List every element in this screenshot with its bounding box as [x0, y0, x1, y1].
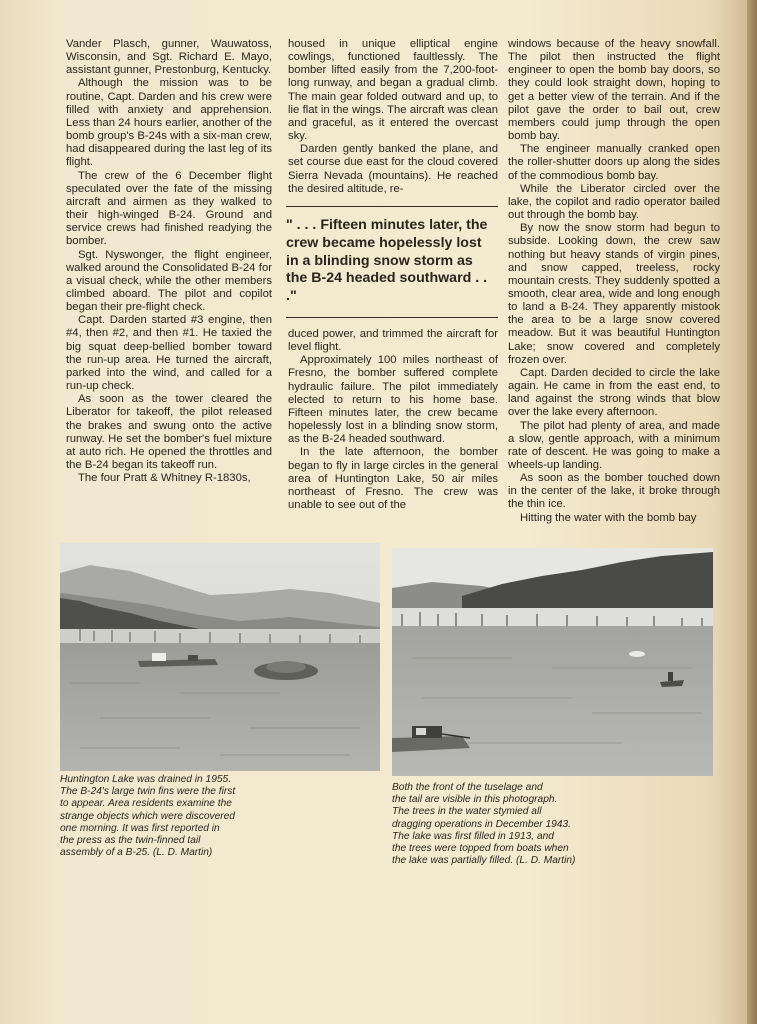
paragraph: In the late afternoon, the bomber began to fly in large circles in the general area of Huntington Lake, 50 air miles northeast of Fresno. The crew was unable to see out of the — [288, 446, 498, 512]
caption-line: strange objects which were discovered — [60, 810, 235, 822]
caption-line: one morning. It was first reported in — [60, 822, 220, 834]
pull-quote: " . . . Fifteen minutes later, the crew became hopelessly lost in a blinding snow storm as the B-24 headed southward . . ." — [286, 206, 498, 318]
page-edge-shadow — [747, 0, 757, 1024]
paragraph: duced power, and trimmed the aircraft for level flight. — [288, 328, 498, 354]
photo-lake-tree-stumps — [392, 548, 713, 776]
caption-line: Both the front of the tuselage and — [392, 782, 543, 793]
paragraph: Capt. Darden decided to circle the lake again. He came in from the east end, to land against the strong winds that blow over the lake every afternoon. — [508, 366, 720, 419]
paragraph: The engineer manually cranked open the roller-shutter doors up along the sides of the commodious bomb bay. — [508, 143, 720, 182]
article-column-2-bottom — [288, 328, 498, 512]
caption-line: The B-24's large twin fins were the first — [60, 786, 236, 798]
caption-line: the trees were topped from boats when — [392, 843, 569, 855]
caption-line: the press as the twin-finned tail — [60, 835, 201, 847]
paragraph: The four Pratt & Whitney R-1830s, — [78, 472, 251, 485]
caption-line: Huntington Lake was drained in 1955. — [60, 774, 232, 785]
paragraph: The crew of the 6 December flight speculated over the fate of the missing aircraft and airmen as they walked to their high-winged B-24. Ground and service crews had finished readying the bomber. — [66, 169, 272, 248]
paragraph: As soon as the tower cleared the Liberator for takeoff, the pilot released the brakes and swung onto the active runway. He set the bomber's fuel mixture at auto rich. He opened the throttles and the B-24 began its takeoff run. — [66, 393, 272, 471]
caption-line: assembly of a B-25. (L. D. Martin) — [60, 847, 213, 859]
article-column-3 — [508, 38, 720, 525]
article-column-1 — [66, 38, 272, 485]
paragraph: Although the mission was to be routine, Capt. Darden and his crew were filled with anxiety and apprehension. Less than 24 hours earlier, another of the bomb group's B-24s with a six-man crew, had disappeared during the last leg of its flight. — [66, 77, 272, 169]
caption-line: to appear. Area residents examine the — [60, 798, 232, 810]
paragraph: Sgt. Nyswonger, the flight engineer, walked around the Consolidated B-24 for a visual check, while the other members climbed aboard. The pilot and copilot began their pre-flight check. — [66, 248, 272, 314]
paragraph: Approximately 100 miles northeast of Fresno, the bomber suffered complete hydraulic failure. The pilot immediately elected to return to his home base. Fifteen minutes later, the crew became hopelessly lost in a blinding snow storm, as the B-24 headed southward. — [288, 354, 498, 446]
caption-line: dragging operations in December 1943. — [392, 818, 571, 830]
paragraph: Vander Plasch, gunner, Wauwatoss, Wisconsin, and Sgt. Richard E. Mayo, assistant gunner, Prestonburg, Kentucky. — [66, 38, 272, 77]
caption-line: The trees in the water stymied all — [392, 806, 542, 818]
paragraph: Hitting the water with the bomb bay — [520, 511, 697, 524]
paragraph: By now the snow storm had begun to subside. Looking down, the crew saw nothing but heavy stands of virgin pines, and snow capped, treeless, rocky mountain crests. They suddenly spotted a smooth, clear area, wide and long enough to land a B-24. They apparently mistook the area to be a large snow covered meadow. But it was beautiful Huntington Lake; snow covered and completely frozen over. — [508, 222, 720, 366]
caption-line: The lake was first filled in 1913, and — [392, 830, 554, 842]
paragraph: Capt. Darden started #3 engine, then #4, then #2, and then #1. He taxied the big squat deep-bellied bomber toward the run-up area. He turned the aircraft, parked into the wind, and called for a run-up check. — [66, 314, 272, 393]
caption-line: the lake was partially filled. (L. D. Martin) — [392, 855, 576, 867]
photo-caption-left — [60, 774, 280, 859]
paragraph: windows because of the heavy snowfall. The pilot then instructed the flight engineer to open the bomb bay doors, so they could look straight down, hoping to get a better view of the terrain. And if the pilot gave the order to bail out, crew members could jump through the open bomb bay. — [508, 38, 720, 143]
paragraph: Darden gently banked the plane, and set course due east for the cloud covered Sierra Nevada (mountains). He reached the desired altitude, re- — [288, 143, 498, 195]
photo-caption-right — [392, 782, 632, 867]
photo-lake-twin-fins — [60, 543, 380, 771]
caption-line: the tail are visible in this photograph. — [392, 794, 558, 806]
paragraph: The pilot had plenty of area, and made a slow, gentle approach, with a minimum rate of descent. He was going to make a wheels-up landing. — [508, 419, 720, 471]
paragraph: housed in unique elliptical engine cowlings, functioned faultlessly. The bomber lifted easily from the 7,200-foot-long runway, and began a gradual climb. The main gear folded outward and up, to lie flat in the wings. The aircraft was clean and graceful, as it entered the overcast sky. — [288, 38, 498, 143]
article-column-2-top — [288, 38, 498, 196]
paragraph: While the Liberator circled over the lake, the copilot and radio operator bailed out through the bomb bay. — [508, 182, 720, 222]
paragraph: As soon as the bomber touched down in the center of the lake, it broke through the thin ice. — [508, 472, 720, 511]
